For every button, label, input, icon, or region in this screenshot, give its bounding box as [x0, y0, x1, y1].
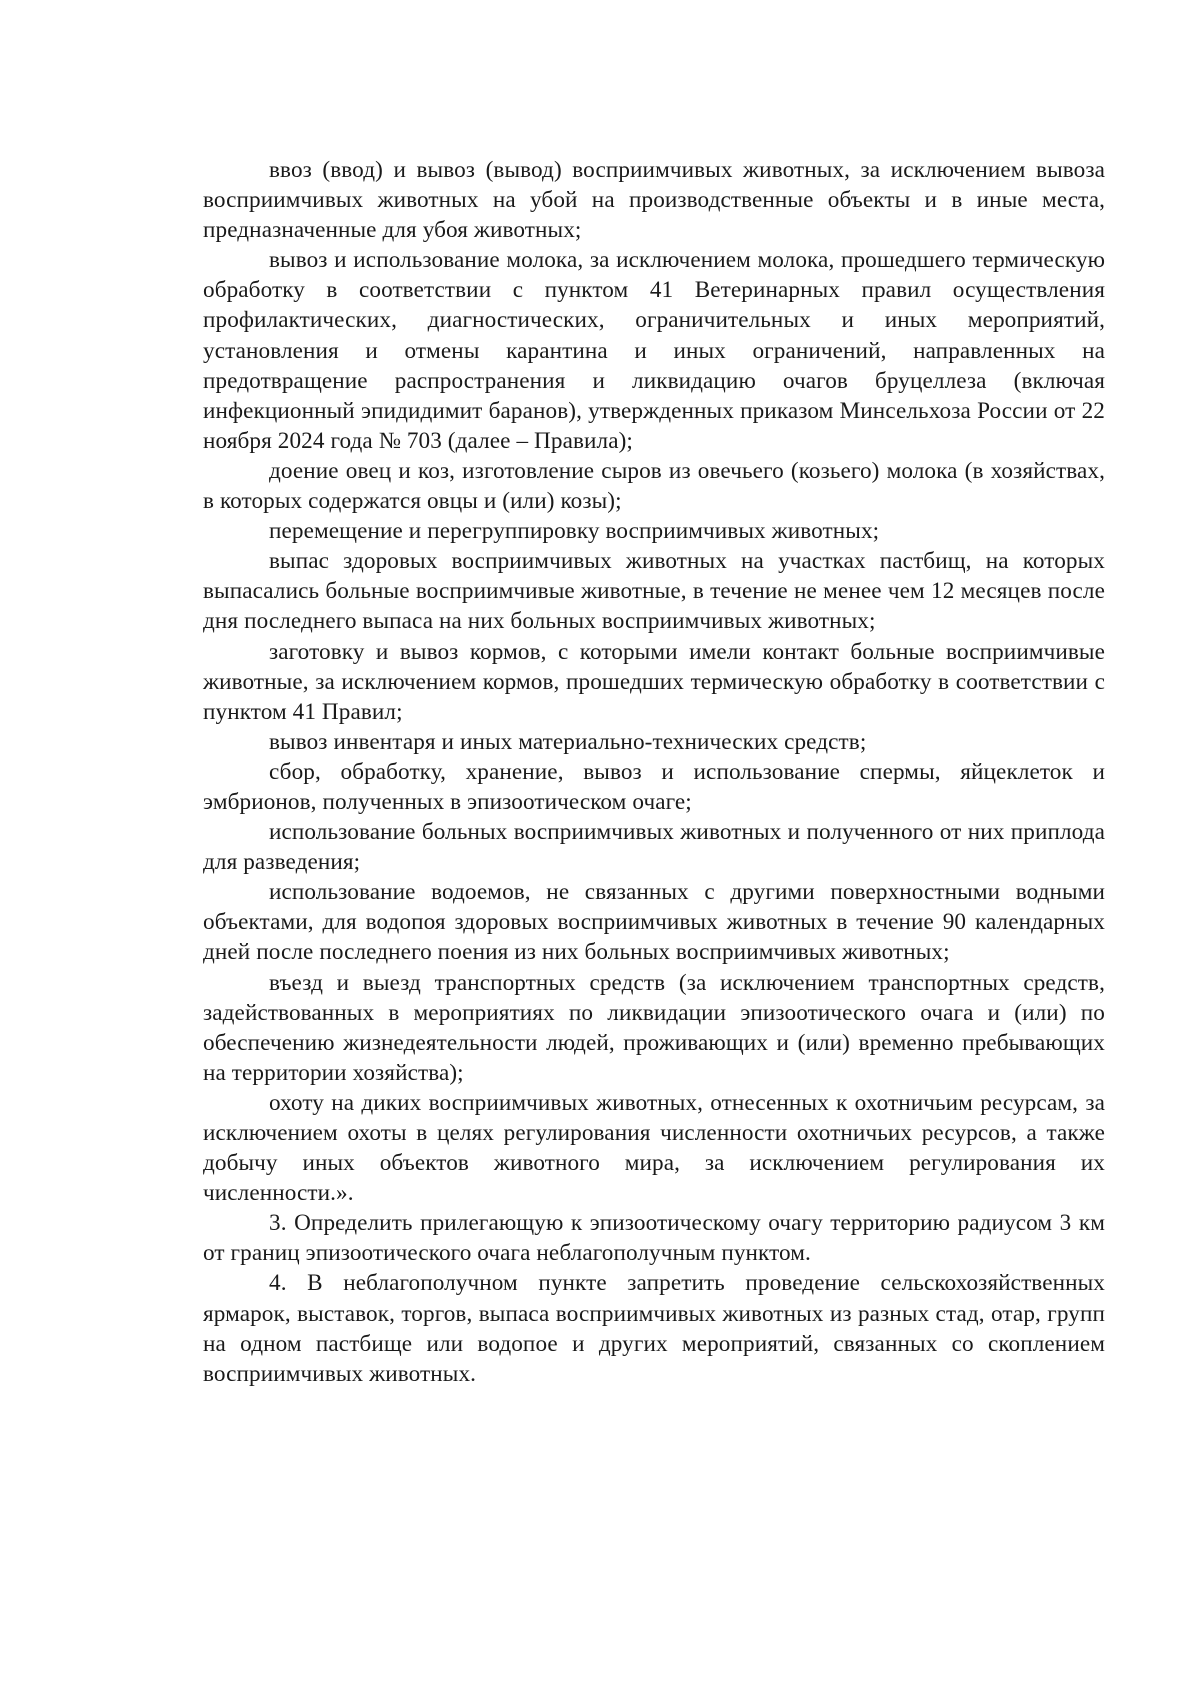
document-body — [203, 155, 1105, 1389]
paragraph-grazing-ban: выпас здоровых восприимчивых животных на участках пастбищ, на которых выпасались больные восприимчивые животные, в течение не менее чем 12 месяцев после дня последнего выпаса на них больных восприимчивых животных; — [203, 548, 1105, 635]
paragraph-regrouping-ban: перемещение и перегруппировку восприимчивых животных; — [269, 518, 880, 545]
paragraph-feed-ban: заготовку и вывоз кормов, с которыми имели контакт больные восприимчивые животные, за исключением кормов, прошедших термическую обработку в соответствии с пунктом 41 Правил; — [203, 638, 1105, 725]
paragraph-import-export-ban: ввоз (ввод) и вывоз (вывод) восприимчивых животных, за исключением вывоза восприимчивых животных на убой на производственные объекты и в иные места, предназначенные для убоя животных; — [203, 157, 1105, 244]
paragraph-item-4: 4. В неблагополучном пункте запретить проведение сельскохозяйственных ярмарок, выставок, торгов, выпаса восприимчивых животных из разных стад, отар, групп на одном пастбище или водопое и других мероприятий, связанных со скоплением восприимчивых животных. — [203, 1270, 1105, 1387]
paragraph-milking-ban: доение овец и коз, изготовление сыров из овечьего (козьего) молока (в хозяйствах, в которых содержатся овцы и (или) козы); — [203, 457, 1105, 515]
paragraph-item-3: 3. Определить прилегающую к эпизоотическому очагу территорию радиусом 3 км от границ эпизоотического очага неблагополучным пунктом. — [203, 1210, 1105, 1267]
paragraph-breeding-ban: использование больных восприимчивых животных и полученного от них приплода для разведения; — [203, 819, 1105, 876]
paragraph-sperm-embryo-ban: сбор, обработку, хранение, вывоз и использование спермы, яйцеклеток и эмбрионов, полученных в эпизоотическом очаге; — [203, 758, 1105, 815]
paragraph-milk-export-ban: вывоз и использование молока, за исключением молока, прошедшего термическую обработку в соответствии с пунктом 41 Ветеринарных правил осуществления профилактических, диагностических, ограничительных и иных мероприятий, установления и отмены карантина и иных ограничений, направленных на предотвращение распространения и ликвидацию очагов бруцеллеза (включая инфекционный эпидидимит баранов), утвержденных приказом Минсельхоза России от 22 ноября 2024 года № 703 (далее – Правила); — [203, 247, 1105, 454]
paragraph-inventory-ban: вывоз инвентаря и иных материально-технических средств; — [269, 728, 867, 755]
paragraph-vehicle-ban: въезд и выезд транспортных средств (за исключением транспортных средств, задействованных в мероприятиях по ликвидации эпизоотического очага и (или) по обеспечению жизнедеятельности людей, проживающих и (или) временно пребывающих на территории хозяйства); — [203, 969, 1105, 1086]
paragraph-hunting-ban: охоту на диких восприимчивых животных, отнесенных к охотничьим ресурсам, за исключением охоты в целях регулирования численности охотничьих ресурсов, а также добычу иных объектов животного мира, за исключением регулирования их численности.». — [203, 1089, 1105, 1207]
paragraph-water-body-ban: использование водоемов, не связанных с другими поверхностными водными объектами, для водопоя здоровых восприимчивых животных в течение 90 календарных дней после последнего поения из них больных восприимчивых животных; — [203, 879, 1105, 966]
